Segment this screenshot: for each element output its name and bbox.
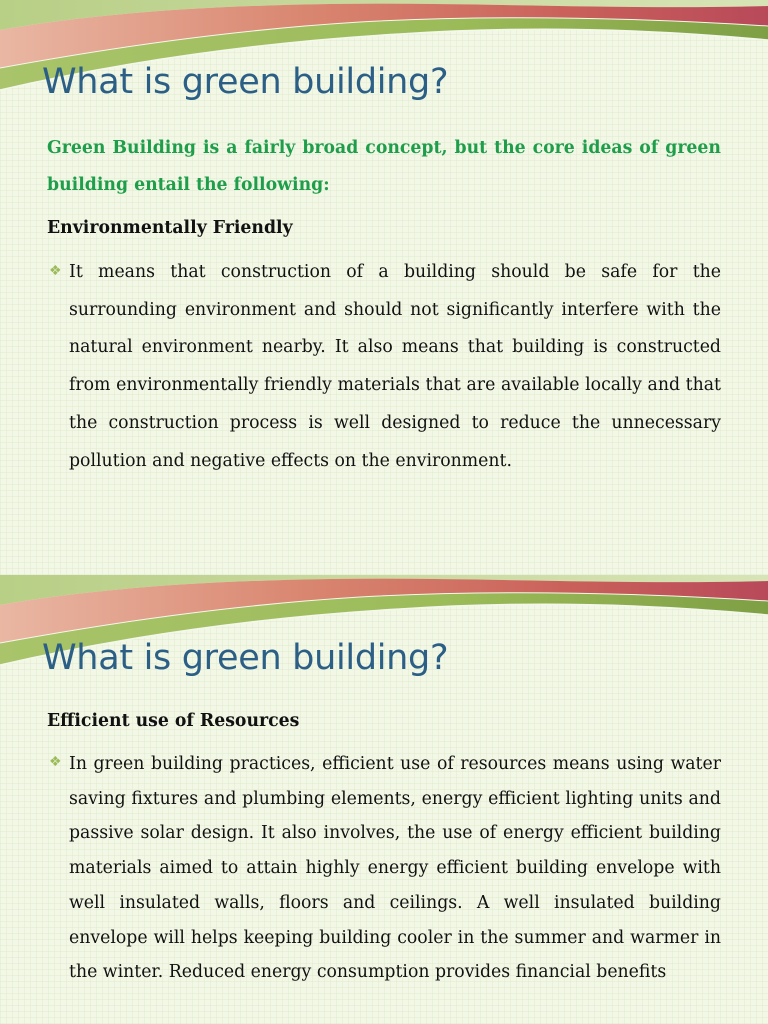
section-heading: Efficient use of Resources bbox=[47, 711, 300, 731]
slide-2 bbox=[0, 575, 768, 1024]
diamond-bullet-icon: ❖ bbox=[49, 263, 62, 279]
bullet-item bbox=[47, 254, 721, 480]
slide-title: What is green building? bbox=[42, 62, 449, 102]
bullet-text: In green building practices, efficient use of resources means using water saving fixtures and plumbing elements, energy efficient lighting units and passive solar design. It also involves, the use of energy efficient building materials aimed to attain highly energy efficient building envelope with well insulated walls, floors and ceilings. A well insulated building envelope will helps keeping building cooler in the summer and warmer in the winter. Reduced energy consumption provides financial benefits bbox=[69, 754, 721, 983]
slide-title: What is green building? bbox=[42, 638, 449, 678]
intro-paragraph: Green Building is a fairly broad concept, but the core ideas of green building entail the following: bbox=[47, 138, 721, 195]
bullet-text: It means that construction of a building should be safe for the surrounding environment and should not significantly interfere with the natural environment nearby. It also means that building is constructed from environmentally friendly materials that are available locally and that the construction process is well designed to reduce the unnecessary pollution and negative effects on the environment. bbox=[69, 262, 721, 471]
section-heading: Environmentally Friendly bbox=[47, 218, 293, 238]
diamond-bullet-icon: ❖ bbox=[49, 754, 62, 770]
bullet-item bbox=[47, 747, 721, 990]
